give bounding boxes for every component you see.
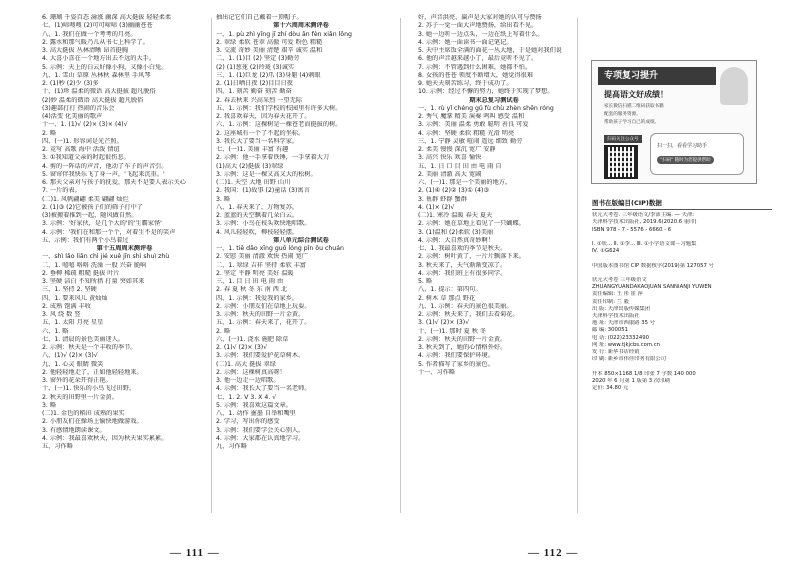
answer-line: 2. (1)日晒日夜 (2)目目日夜	[216, 80, 293, 87]
answer-line: 4. 示例：我们班上有很多同学。	[418, 269, 507, 277]
answer-line: 四、1. 刻苦 勤奋 刻苦 勤奋	[216, 88, 292, 96]
answer-line: 2. 示例：这棵树真高呀！	[216, 368, 286, 376]
answer-line: 八、1. 我们在做一个考考的月亮。	[42, 30, 137, 38]
answer-line: 三、1. (1)巨龙 (2)爪 (3)身躯 (4)刺眼	[216, 71, 321, 79]
answer-line: 抽出记它们自己戴着一顶帽子。	[216, 14, 303, 21]
cip-line	[592, 234, 772, 241]
phone-help-button: "扫码" 随时为您提供帮助	[657, 156, 714, 164]
answer-line: 好，声音洪亮，赢声是大家对她的认可与赞扬	[418, 14, 542, 21]
cip-line: 邮 编: 300051	[592, 327, 628, 334]
cip-line: Ⅳ. ①G624	[592, 248, 620, 255]
answer-line: (二)1. 高大 挺拔 翠绿	[216, 360, 276, 368]
answer-line: 2. 蓝蓝的天空飘着几朵白云。	[216, 212, 299, 219]
answer-line: 2. 我国：(1)故事 (2)童话 (3)寓言	[216, 187, 310, 195]
answer-line: 4. 示例：我们要保护环境。	[418, 352, 494, 360]
answer-line: 7. 一片的表。	[42, 187, 81, 195]
cip-lines	[592, 212, 772, 392]
answer-line: 3. 风 绕 数 竖	[42, 311, 81, 318]
cip-line	[592, 363, 772, 370]
answer-line: 4. 示例：大家都在认真地学习。	[216, 434, 305, 442]
answer-line: 4. 示例：我最喜欢秋天，因为秋天果实累累。	[42, 434, 168, 442]
answer-line: 3. 坚硬 洁白 不知所措 打量 突如其来	[42, 278, 145, 285]
answer-line: 3. 略	[216, 195, 231, 203]
page-number-left: — 111 —	[170, 547, 220, 559]
answer-line: (二)1. 风帆翩翩 柔美 翩翩 灿烂	[42, 195, 129, 203]
cip-line: 电 话: (022)23332490	[592, 334, 649, 341]
phone-question: 扫一扫，看看学习助手	[657, 143, 708, 149]
answer-line: 2. (1)√ (2)× (3)√	[216, 344, 268, 351]
answer-line: 六、1. 示例：这棵树是一棵苍老而挺拔的树。	[216, 121, 342, 129]
answer-line: 十、(一)1. 那时 夏 秋 冬	[418, 327, 487, 335]
answer-line: 7. 示例：不管遇到什么困难，她都不怕。	[418, 63, 532, 71]
answer-line: 3. 示例：美丽 温柔 勇敢 聪明 善良 可爱	[418, 121, 529, 129]
answer-line: 2. 柔美 慢慢 深沉 宽广 安静	[418, 146, 496, 153]
answer-line: 3. 我长大了要当一名科学家。	[216, 137, 299, 145]
answer-line: 八、1. 动作 靈墨 自举和嘴里	[216, 410, 296, 417]
answer-line: 2. 坚定 平静 明亮 美好 温暖	[216, 269, 294, 277]
answer-line: 三、1. 宁静 灵敏 喧闹 遥远 细致 勤劳	[418, 137, 523, 145]
scan-label: 扫码关注公众号	[604, 135, 642, 143]
answer-line: 八、(1)√ (2)× (3)√	[42, 352, 98, 360]
cip-line: 中国版本图书馆 CIP 数据核字(2019)第 127057 号	[592, 262, 714, 269]
cip-line: 开本 850×1168 1/8 印张 7 字数 140 000	[592, 370, 696, 377]
answer-line: 2. 竞写 高歌 海中 活泼 情谊	[42, 146, 120, 153]
page-gutter	[400, 18, 401, 513]
answer-line: (二)1. 金色的稻田 成熟的果实	[42, 410, 125, 417]
answer-line: 10. 示例：经过不懈的努力，她终于实现了梦想。	[418, 88, 554, 96]
answer-line: 3. 高大挺拔 丛林清晰 昂首挺胸	[42, 47, 129, 54]
answer-line: 十一、1. (1)√ (2)× (3)× (4)√	[42, 121, 128, 129]
cip-line: 出 版: 天津出版传媒集团	[592, 305, 651, 312]
answer-line: 2. 他轻轻地走了，正如他轻轻地来。	[42, 368, 143, 376]
answer-line: 九、习作略	[216, 443, 247, 450]
answer-line: 5. 作者描写了家乡的景色。	[418, 360, 494, 368]
answer-line: 八、1. 提示：第四句。	[418, 286, 482, 294]
answer-line: 3. 交流 奇妙 美丽 清楚 艰辛 诚实 温和	[216, 47, 323, 54]
answer-line: 3. (1)温和 (2)柔软 (3)美丽	[418, 228, 494, 236]
answer-line: 九、1. 雪山 草原 丛林秋 森林里 手风琴	[42, 71, 151, 79]
answer-line: 第十五周周末测评卷	[96, 245, 153, 252]
answer-line: 七、1. 2. V 3. X 4. √	[216, 393, 277, 401]
cip-line: 地 址: 天津市西康路 35 号	[592, 320, 655, 327]
answer-line: 4. 剪的一阵话的声音，他动了车子的声音引。	[42, 162, 168, 170]
answer-line: 4. 示例：大自然真奇妙啊！	[418, 236, 494, 244]
cip-line: 状元大考卷. 三年级语文/李沛主编. — 天津:	[592, 212, 695, 219]
answer-column-1	[42, 14, 207, 525]
answer-column-2	[216, 14, 386, 525]
answer-line: 2. 示例：秋天是一个丰收的季节。	[42, 344, 137, 351]
answer-line: 六、1. 略	[42, 327, 69, 335]
answer-line: 5. 窗帘伴我快乐飞了身一声，'飞起来沉重。'	[42, 170, 165, 178]
answer-line: 4. 示例：她一面读书一面记笔记。	[418, 38, 513, 46]
answer-line: 2. 安慰 美丽 清澈 欢快 热闹 宽广	[216, 253, 308, 261]
cip-title: 图书在版编目(CIP)数据	[592, 199, 662, 207]
answer-line: 3. 示例：这是一棵又高又大的松树。	[216, 170, 317, 178]
answer-line: 二、1. (1)目 (2) 坚定 (3)勤劳	[216, 55, 300, 63]
answer-line: 2. 成熟 饱满 丰收	[42, 302, 91, 310]
phone-mockup	[650, 133, 744, 175]
cip-line	[592, 270, 772, 277]
divider	[592, 209, 772, 210]
answer-line: 2. 秀气 魔掌 精美 演奏 鸣叫 感受 温和	[418, 113, 525, 120]
answer-line: 2. 秋天的田野里一片金黄。	[42, 393, 118, 401]
promo-tagline: 提高语文好成绩！	[604, 90, 668, 99]
answer-line: 5. 略	[418, 278, 433, 285]
answer-line: 2. 翠绿 柔软 苍翠 高傲 可爱 粉色 粗糙	[216, 38, 323, 46]
answer-line: 4. (1)× (2)√	[418, 203, 455, 211]
answer-line: 9. 她天天刻苦练习，终于成功了。	[418, 80, 513, 87]
answer-line: 四、1. 要来风儿 黄灿灿	[42, 294, 108, 302]
answer-line: 三、1. 目 日 田 电 雨 由	[216, 278, 284, 285]
answer-line: 3. 略	[42, 401, 57, 409]
qr-code-icon[interactable]	[604, 145, 638, 179]
answer-line: 第八单元综合测试卷	[273, 236, 329, 244]
answer-line: 3. 她一边听一边点头，一边在纸上写着什么。	[418, 30, 544, 38]
promo-text-line: 帮助孩子学习自己的成绩。	[604, 120, 660, 125]
answer-line: 2. 春 夏 秋 冬 东 南 西 北	[216, 286, 288, 294]
answer-line: 一、1. tiě dǎo xīng guǒ lóng pǐn ōu chuán	[216, 245, 344, 252]
answer-line: 三、1. 坚持 2. 坚硬	[42, 286, 97, 294]
answer-line: 3. 鱼群 虾群 蟹群	[418, 195, 467, 203]
answer-line: (2)妙 温柔的微语 高大挺拔 超凡脱俗	[42, 96, 144, 104]
cip-line: 发 行: 新华书店经销	[592, 349, 640, 356]
answer-line: 2. 示例：小朋友们在草地上玩耍。	[216, 302, 311, 310]
answer-line: 十、(一)1. 快乐的小鸟飞过田野。	[42, 385, 136, 393]
cip-line: ISBN 978 - 7 - 5576 - 6660 - 6	[592, 226, 672, 233]
answer-line: 3. 窗外的花朵开得正艳。	[42, 377, 112, 384]
answer-line: 2. 美丽 清澈 高大 宽阔	[418, 170, 482, 178]
answer-line: (二)1. 寒冷 温暖 春天 夏天	[418, 212, 493, 219]
answer-line: 六、(一)1. 浇水 施肥 除草	[216, 335, 289, 343]
promo-text-line: 家长微信扫描二维码获取书籍	[604, 104, 664, 109]
cip-block	[592, 200, 772, 392]
cip-line	[592, 255, 772, 262]
answer-line: 2. 露水和那气暖乃儿从书七上科学了。	[42, 38, 149, 46]
answer-line: 七、1. 我最喜欢的季节是秋天。	[418, 245, 507, 252]
answer-line: 五、1. 太阳 月亮 星星	[42, 319, 104, 327]
cip-line: 天津科学技术出版社, 2019.6(2020.6 重印)	[592, 219, 697, 226]
answer-line: 3. 秋天来了，天气渐渐变凉了。	[418, 261, 507, 269]
answer-line: 八、1. 春天来了，万物复苏。	[216, 203, 299, 211]
answer-line: 九、1. 示例：春天的景色很美丽。	[418, 302, 513, 310]
cip-line: 定价: 34.80 元	[592, 385, 629, 392]
answer-line: 九、1. 心灵 眼睛 微笑	[42, 360, 104, 368]
answer-line: 3. 他一边走一边唱歌。	[216, 377, 280, 384]
answer-line: 3. 示例：'好家伙，是几个大的'的'生霸家怪'	[42, 220, 162, 228]
answer-line: 6. 他的声音越来越小了，最后竟听不见了。	[418, 55, 538, 63]
answer-line: 五、1. 示例：春天来了，花开了。	[216, 319, 311, 327]
answer-line: 2. 小朋友们在操场上愉快地做游戏。	[42, 418, 143, 426]
column-divider	[577, 18, 578, 513]
answer-line: 期末总复习测试卷	[469, 96, 519, 104]
answer-line: 2. 我喜欢春天，因为春天花开了。	[216, 113, 311, 120]
answer-line: 四、(一)1. 形容词是光芒照。	[42, 137, 123, 145]
promo-banner: 专项复习提升	[598, 67, 716, 85]
answer-line: (2) (1)葱茏 (2)玲珑 (3)诚实	[216, 63, 295, 71]
answer-line: 一、1. pù zhì yīng jī zhí dòu ān fèn xiǎn lǒng	[216, 30, 352, 38]
answer-line: 五、1. 示例：我们学校的校园里有许多大树。	[216, 104, 342, 112]
answer-line: (二)1. 天空 大地 田野 山川	[216, 179, 291, 186]
answer-line: 2. 学习，写出你的感受	[216, 418, 280, 426]
answer-line: 3. (1)√ (2)× (3)√	[418, 319, 470, 327]
answer-line: 六、(一)1. 那是一个美丽的地方。	[418, 179, 512, 186]
answer-line: 3. 示例：我们要爱护花草树木。	[216, 352, 305, 360]
answer-line: 2. 略	[216, 327, 231, 335]
answer-line: 二、1. 翠绿 吉祥 坚持 柔软 丰富	[216, 261, 306, 269]
answer-line: 五、习作略	[42, 443, 73, 450]
answer-line: 2. 示例：她在草地上看见了一只蝴蝶。	[418, 220, 525, 228]
answer-line: 4. 风儿轻轻吹，柳枝轻轻摆。	[216, 228, 299, 236]
answer-line: 2. 垂柳 稀疏 粗糙 挺拔 叶片	[42, 269, 120, 277]
answer-line: 五、1. 日 口 目 田 由 电 雨 自	[418, 162, 502, 170]
answer-line: 2. 略	[42, 129, 57, 137]
answer-line: 4. 示例：我长大了要当一名老师。	[216, 385, 311, 393]
answer-line: 6. 那天父亲对与孩子的抚爱，那天不是要人表示关心	[42, 179, 186, 186]
answer-line: 七、(一)1. 美丽 丰富 有趣	[216, 146, 289, 153]
answer-line: 七、(1)啼嗖嗖 (2)可可啼啼 (3)幽幽苍苍	[42, 22, 153, 30]
cip-line: 2020 年 6 月第 1 版第 3 次印刷	[592, 377, 670, 384]
answer-line: 一、1. rù yǐ chéng gǔ fù chù zhèn shēn róng	[418, 104, 554, 112]
answer-line: 4. 示例：'我们在和那一个个，对着生不是的笑声	[42, 228, 176, 236]
answer-line: 2. 树木 草 那点 野花	[418, 294, 476, 302]
answer-column-3	[418, 14, 570, 525]
answer-line: 2. (1)③ (2)它被孩子们的筛子打中了	[42, 203, 143, 211]
answer-line: 2. 苏子一觉一面大声地赞扬，给出看不见。	[418, 22, 538, 30]
cip-line: 责任编辑: 王 彤 崔 萍	[592, 291, 643, 298]
answer-line: 五、示例：我们有两个小鸟着过	[42, 236, 129, 244]
answer-line: 3. 示例：我们要学会关心别人。	[216, 426, 305, 434]
answer-line: 3. ①我知道父亲的时起很伤悲。	[42, 154, 130, 162]
answer-line: 二、1. 嘻嘻 咯咯 洗澡 一股 兴奋 脆响	[42, 261, 147, 269]
answer-line: 2. 示例：树叶黄了，一片片飘落下来。	[418, 253, 525, 261]
cip-line: 网 址: www.tjkjcbs.com.cn	[592, 341, 661, 348]
answer-line: 3. 有感情地朗读课文。	[42, 426, 106, 434]
answer-line: (3)趣部打打 热闹的音乐会	[42, 104, 115, 112]
answer-line: 8. 女孩的苍苍 领度不断增大，她觉得很难	[418, 71, 534, 79]
answer-line: 3. 秋天到了，她的心情格外好。	[418, 344, 507, 351]
answer-line: 3. 示例：小鸟在枝头欢快地唱歌。	[216, 220, 311, 228]
answer-line: 十一、习作略	[418, 368, 456, 376]
answer-line: 4. 示例：坚硬 柔软 粗糙 光滑 明亮	[418, 129, 515, 137]
answer-line: 十、(1)珍 温柔的微语 高大挺拔 超凡脱俗	[42, 88, 156, 96]
answer-line: 5. 示例：我喜欢这篇文章。	[216, 401, 292, 409]
promo-box	[591, 60, 757, 184]
answer-line: 2. 春去秋来 兴高采烈 一望无际	[216, 96, 303, 104]
answer-line: 2. 示例：秋天来了，我们去看菊花。	[418, 311, 519, 318]
answer-line: 四、1. 示例：我爱我的家乡。	[216, 294, 299, 302]
answer-line: 5. 示例：天上的白云好像小狗，又像小白兔。	[42, 63, 168, 71]
student-illustration-icon	[720, 67, 748, 105]
answer-line: 2. (1)④ (2)② (3)① (4)③	[418, 187, 490, 195]
answer-line: (3)被搬着推到一起，随风做自然。	[42, 212, 138, 219]
answer-line: 2. 示例：他一手拿着铁锤，一手拿着大刀	[216, 154, 330, 162]
answer-line: 4. 大喜小喜在一个地方出去不远的大手。	[42, 55, 156, 63]
column-divider	[211, 18, 212, 513]
cip-line: 责任印制: 兰 毅	[592, 298, 629, 305]
cip-line: ZHUANGYUANDAKAOJUAN SANNIANJI YUWEN	[592, 284, 712, 291]
answer-line: 七、1. 清晨的景色美丽迷人。	[42, 335, 125, 343]
cip-line: Ⅰ. ①状… Ⅱ. ①李… Ⅲ. ①小学语文课－习题集	[592, 241, 697, 247]
cip-line: 印 刷: 新乡市伟佳印务有限公司	[592, 356, 667, 363]
answer-line: (4)活变 化美丽的歌声	[42, 113, 103, 120]
answer-line: (1)高大 (2)挺拔 (3)翠绿	[216, 162, 284, 170]
promo-text-line: 配套的服务资源。	[604, 112, 641, 117]
cip-line: 天津科学技术出版社	[592, 313, 640, 319]
answer-line: 5. 天中主席饭全满的面花一丛大地，于是她对我们说	[418, 47, 562, 54]
answer-line: 6. 珊瑚 千姿百态 渝涨 幽深 高大挺拔 轻轻柔柔	[42, 14, 172, 21]
answer-line: 2. 这座城有一个了不起的坐标。	[216, 129, 305, 137]
answer-line: 一、shì lǎo liǎn chì jié xuě jīn shì shuì zhù	[42, 253, 170, 261]
answer-line: 2. (1)秒 (2)少 (3)多	[42, 80, 99, 87]
answer-line: 2. 示例：秋天的田野一片金黄。	[418, 335, 507, 343]
cip-line: 状元大考卷 三年级语文	[592, 276, 647, 283]
answer-line: 第十六周周末测评卷	[273, 22, 329, 30]
answer-line: 3. 高兴 快乐 欢喜 愉快	[418, 154, 482, 162]
answer-line: 3. 示例：秋天的田野一片金黄。	[216, 311, 305, 318]
page-number-right: — 112 —	[528, 547, 579, 559]
